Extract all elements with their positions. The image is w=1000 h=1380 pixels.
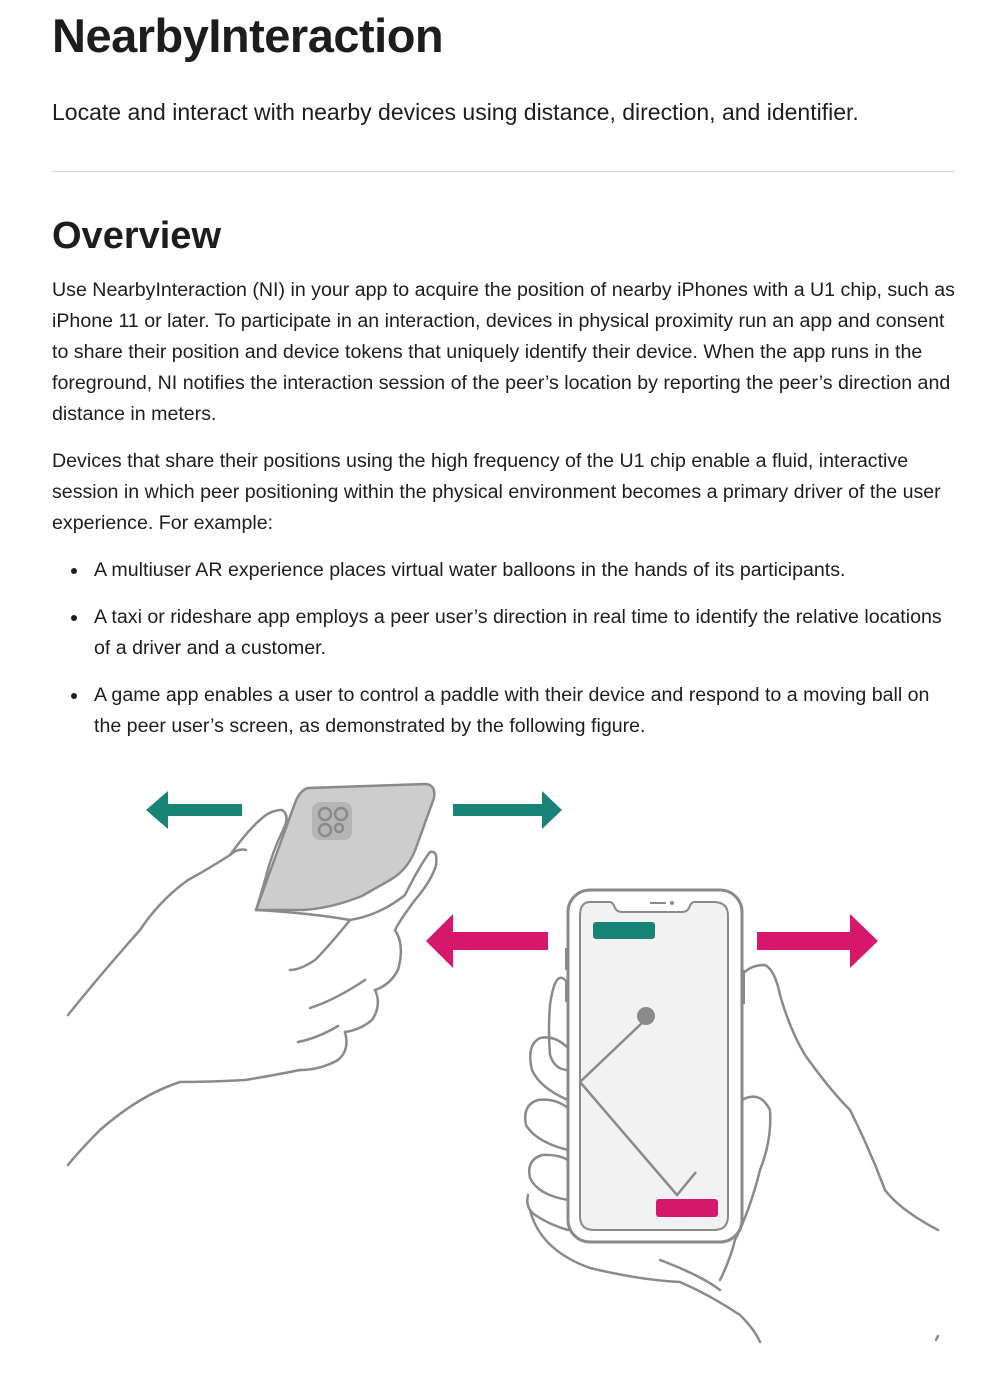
overview-body: [52, 275, 955, 758]
magenta-arrow-right-icon: [757, 914, 878, 968]
overview-paragraph-1: Use NearbyInteraction (NI) in your app to acquire the position of nearby iPhones with a U1 chip, such as iPhone 11 or later. To participate in an interaction, devices in physical proximity run an app and consent to share their position and device tokens that uniquely identify their device. When the app runs in the foreground, NI notifies the interaction session of the peer’s location by reporting the peer’s direction and distance in meters.: [52, 279, 955, 425]
paddle-game-illustration: [60, 770, 950, 1350]
bullet-dot-icon: [71, 615, 77, 621]
example-list: [52, 555, 955, 742]
overview-heading: Overview: [52, 215, 221, 257]
section-divider: [52, 171, 955, 172]
magenta-paddle: [656, 1199, 718, 1217]
list-item-text: A taxi or rideshare app employs a peer user’s direction in real time to identify the relative locations of a driver and a customer.: [94, 606, 942, 659]
list-item-text: A multiuser AR experience places virtual water balloons in the hands of its participants.: [94, 559, 846, 581]
list-item: [52, 680, 955, 742]
magenta-arrow-left-icon: [426, 914, 548, 968]
teal-arrow-left-icon: [146, 791, 242, 829]
overview-paragraph-2: Devices that share their positions using the high frequency of the U1 chip enable a fluid, interactive session in which peer positioning within the physical environment becomes a primary driver of the user experience. For example:: [52, 450, 941, 534]
bullet-dot-icon: [71, 693, 77, 699]
list-item: [52, 555, 955, 586]
list-item: [52, 602, 955, 664]
game-phone-icon: [565, 890, 745, 1242]
list-item-text: A game app enables a user to control a paddle with their device and respond to a moving ball on the peer user’s screen, as demonstrated by the following figure.: [94, 684, 930, 737]
page-title: NearbyInteraction: [52, 9, 444, 62]
ball-icon: [637, 1007, 655, 1025]
teal-paddle: [593, 922, 655, 939]
teal-arrow-right-icon: [453, 791, 562, 829]
bullet-dot-icon: [71, 568, 77, 574]
page-abstract: Locate and interact with nearby devices using distance, direction, and identifier.: [52, 99, 859, 125]
